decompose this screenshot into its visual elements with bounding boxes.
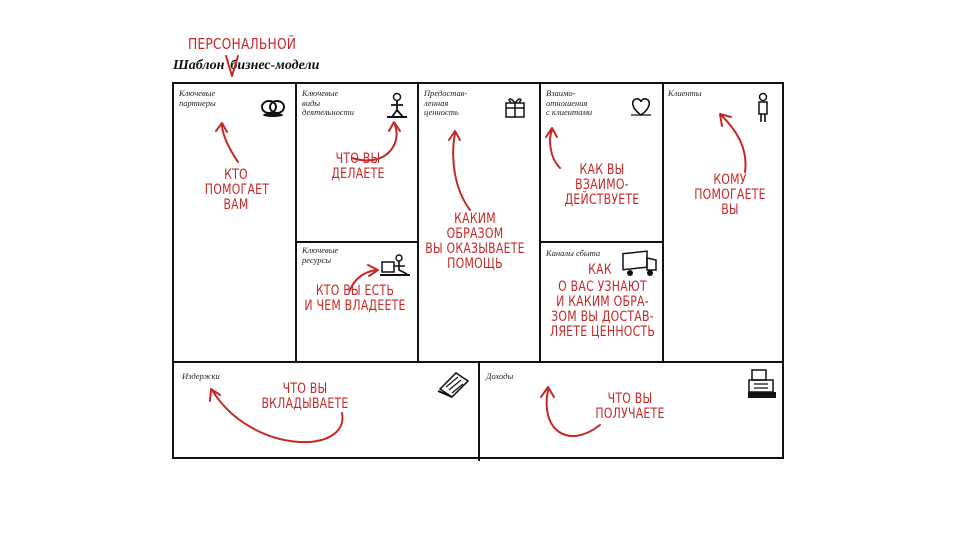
title-right: бизнес-модели xyxy=(230,58,320,73)
title-left: Шаблон xyxy=(173,58,225,73)
insert-caret xyxy=(226,56,238,76)
block-label-activities: Ключевые виды деятельности xyxy=(302,88,355,117)
arrow-value xyxy=(453,133,470,210)
block-label-costs: Издержки xyxy=(182,371,220,381)
annotation-activities: ЧТО ВЫ ДЕЛАЕТЕ xyxy=(331,151,385,182)
arrow-customers xyxy=(722,116,746,172)
block-label-relationships: Взаимо- отношения с клиентами xyxy=(546,88,593,117)
arrow-partners xyxy=(222,124,238,162)
annotation-resources: КТО ВЫ ЕСТЬ И ЧЕМ ВЛАДЕЕТЕ xyxy=(304,283,406,314)
block-label-value: Предостав- ленная ценность xyxy=(424,88,468,117)
annotation-costs: ЧТО ВЫ ВКЛАДЫВАЕТЕ xyxy=(261,381,349,412)
block-label-channels: Каналы сбыта xyxy=(546,248,601,258)
block-label-partners: Ключевые партнеры xyxy=(179,88,216,108)
annotation-channels: О ВАС УЗНАЮТ И КАКИМ ОБРА- ЗОМ ВЫ ДОСТАВ- ЛЯЕТЕ ЦЕННОСТЬ xyxy=(549,279,656,340)
annotation-relationships: КАК ВЫ ВЗАИМО- ДЕЙСТВУЕТЕ xyxy=(564,162,640,208)
annotation-customers: КОМУ ПОМОГАЕТЕ ВЫ xyxy=(694,172,766,218)
handwritten-insert: ПЕРСОНАЛЬНОЙ xyxy=(188,35,297,53)
block-label-customers: Клиенты xyxy=(668,88,702,98)
annotation-partners: КТО ПОМОГАЕТ ВАМ xyxy=(204,167,270,213)
annotation-channels-top: КАК xyxy=(588,262,612,278)
annotation-value: КАКИМ ОБРАЗОМ ВЫ ОКАЗЫВАЕТЕ ПОМОЩЬ xyxy=(425,211,525,272)
block-label-revenue: Доходы xyxy=(486,371,514,381)
block-label-resources: Ключевые ресурсы xyxy=(302,245,339,265)
annotation-revenue: ЧТО ВЫ ПОЛУЧАЕТЕ xyxy=(595,391,665,422)
arrow-relationships xyxy=(550,130,560,168)
